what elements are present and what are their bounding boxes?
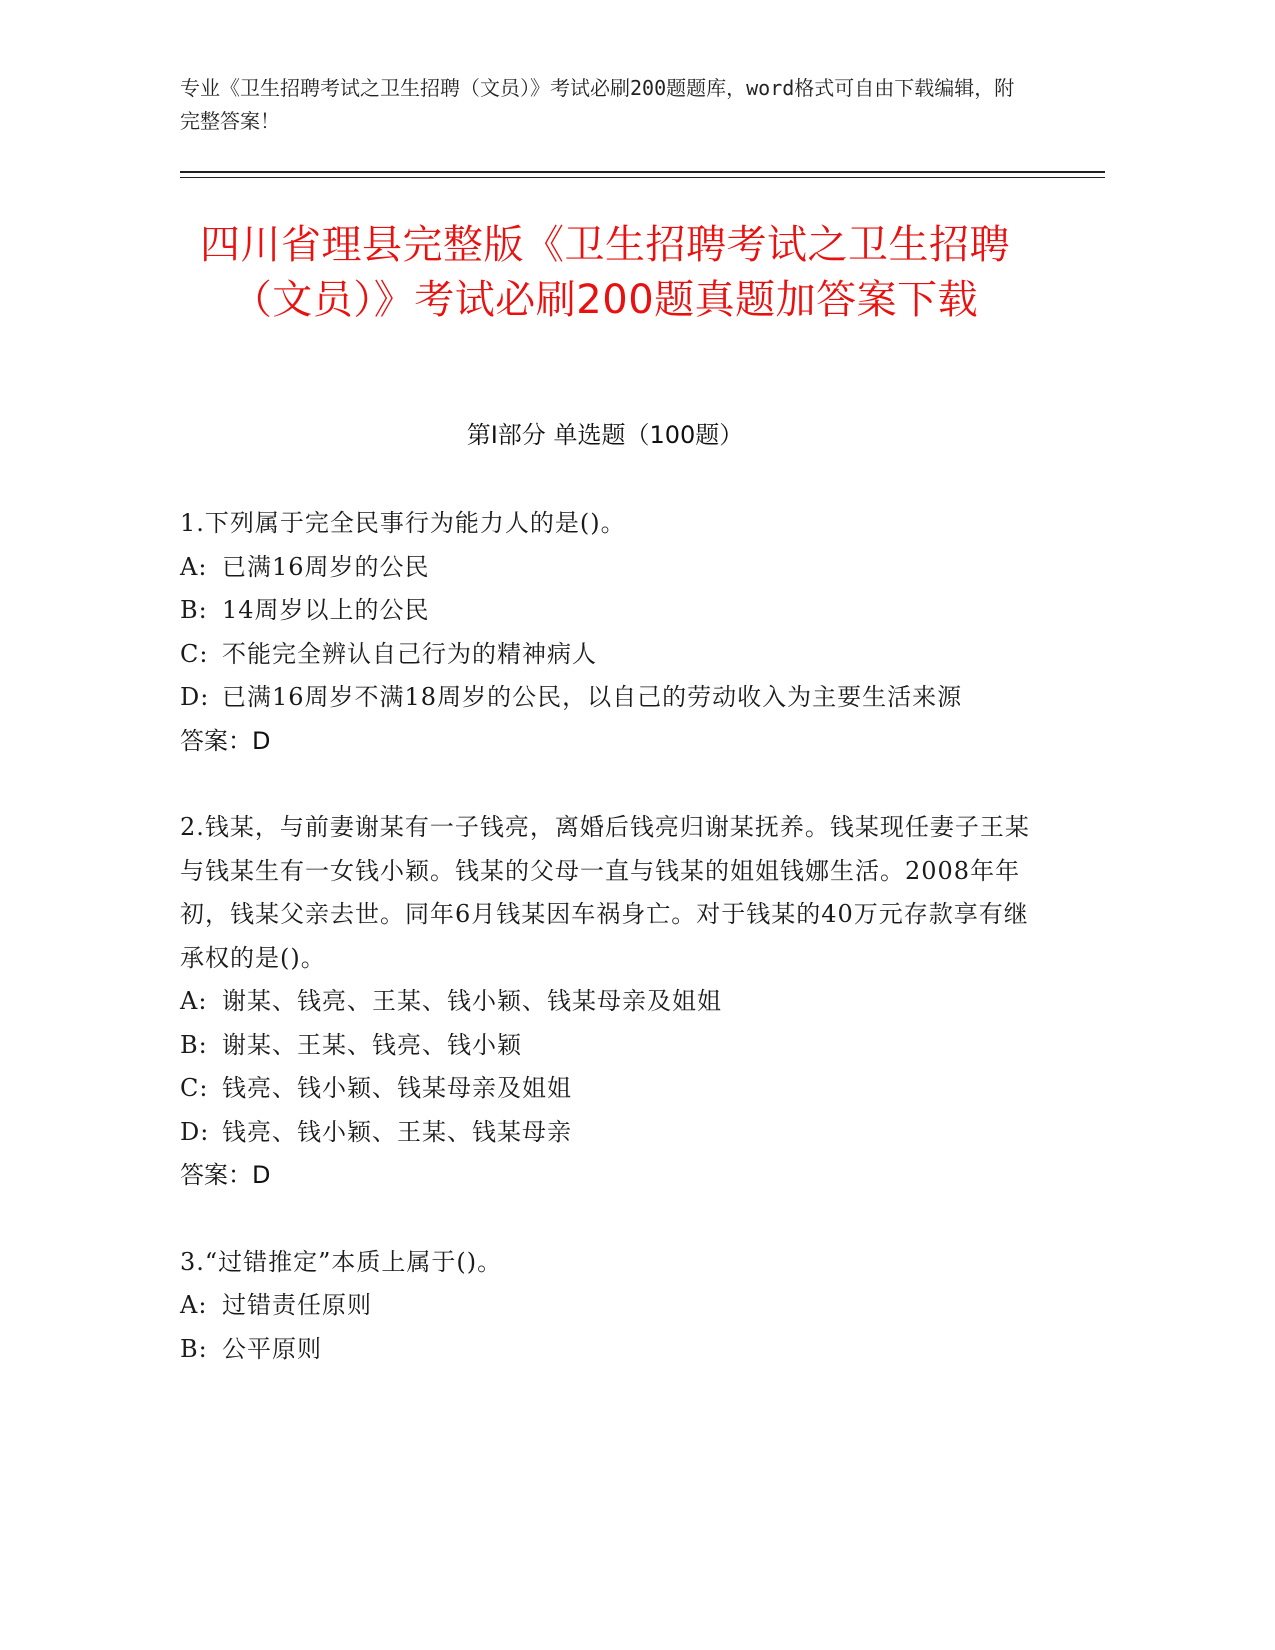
header-divider: [180, 171, 1105, 173]
option-d: [180, 1111, 1030, 1155]
question-text: 1.下列属于完全民事行为能力人的是()。: [180, 509, 626, 537]
header-note: 专业《卫生招聘考试之卫生招聘（文员）》考试必刷200题题库，word格式可自由下载编辑，附完整答案！: [180, 76, 1015, 133]
header-divider-thin: [180, 177, 1105, 178]
option-b: [180, 589, 1030, 633]
document-title: 四川省理县完整版《卫生招聘考试之卫生招聘（文员）》考试必刷200题真题加答案下载: [200, 222, 1010, 323]
option-label: C:: [180, 639, 209, 668]
question-1: [180, 502, 1030, 763]
option-label: A:: [180, 1291, 208, 1319]
option-a: [180, 980, 1030, 1024]
option-text: 不能完全辨认自己行为的精神病人: [222, 639, 597, 668]
option-text: 谢某、王某、钱亮、钱小颖: [222, 1030, 522, 1059]
option-label: A:: [180, 987, 208, 1015]
option-label: C:: [180, 1074, 209, 1102]
option-a: [180, 1284, 1030, 1328]
question-3: [180, 1241, 1030, 1372]
question-2: [180, 806, 1030, 1198]
option-text: 过错责任原则: [222, 1291, 372, 1319]
option-text: 谢某、钱亮、王某、钱小颖、钱某母亲及姐姐: [222, 987, 722, 1015]
question-text: 2.钱某，与前妻谢某有一子钱亮，离婚后钱亮归谢某抚养。钱某现任妻子王某与钱某生有一女钱小颖。钱某的父母一直与钱某的姐姐钱娜生活。2008年年初，钱某父亲去世。同年6月钱某因车祸身亡。对于钱某的40万元存款享有继承权的是()。: [180, 813, 1030, 972]
option-text: 钱亮、钱小颖、王某、钱某母亲: [222, 1117, 572, 1146]
option-label: B:: [180, 1030, 208, 1059]
question-list: [180, 502, 1030, 1414]
option-text: 14周岁以上的公民: [222, 596, 430, 624]
option-text: 钱亮、钱小颖、钱某母亲及姐姐: [222, 1074, 572, 1102]
option-text: 已满16周岁不满18周岁的公民，以自己的劳动收入为主要生活来源: [222, 683, 963, 711]
answer-line: 答案：D: [180, 1161, 271, 1189]
option-c: [180, 1067, 1030, 1111]
option-b: [180, 1328, 1030, 1372]
answer-line: 答案：D: [180, 726, 271, 755]
option-c: [180, 633, 1030, 677]
option-text: 公平原则: [222, 1334, 322, 1363]
option-label: B:: [180, 596, 208, 624]
section-title: 第I部分 单选题（100题）: [466, 421, 744, 449]
option-d: [180, 676, 1030, 720]
option-b: [180, 1024, 1030, 1068]
option-label: D:: [180, 1117, 210, 1146]
option-label: A:: [180, 552, 208, 581]
option-a: [180, 546, 1030, 590]
option-text: 已满16周岁的公民: [222, 552, 430, 581]
option-label: B:: [180, 1334, 208, 1363]
question-text: 3.“过错推定”本质上属于()。: [180, 1247, 503, 1276]
option-label: D:: [180, 683, 210, 711]
